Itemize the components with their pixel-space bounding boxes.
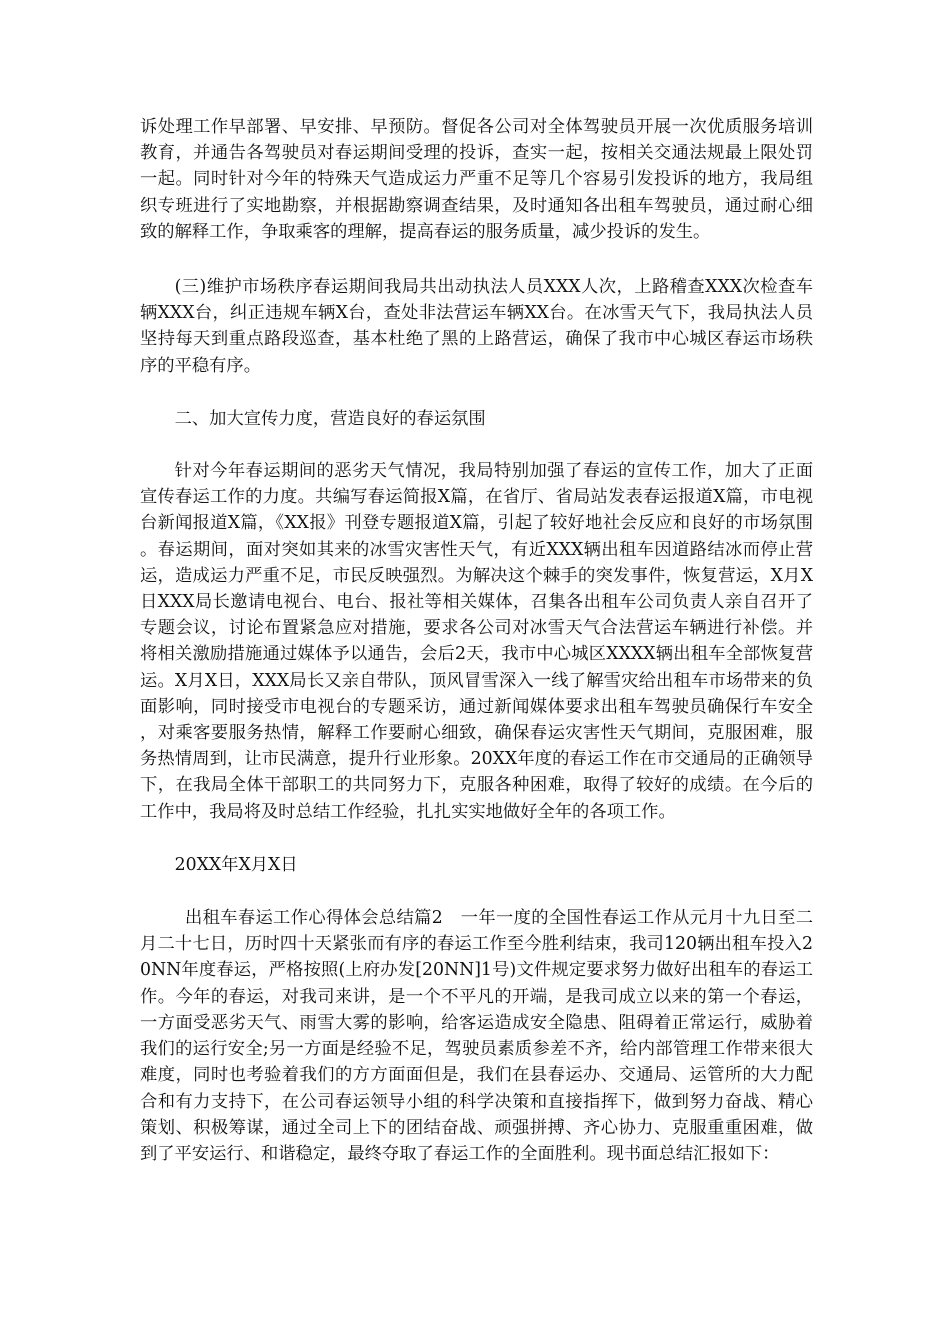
paragraph-publicity: 针对今年春运期间的恶劣天气情况，我局特别加强了春运的宣传工作，加大了正面宣传春运工作的力度。共编写春运简报X篇，在省厅、省局站发表春运报道X篇，市电视台新闻报道X篇，《XX报》刊登专题报道X篇，引起了较好地社会反应和良好的市场氛围。春运期间，面对突如其来的冰雪灾害性天气，有近XXX辆出租车因道路结冰而停止营运，造成运力严重不足，市民反映强烈。为解决这个棘手的突发事件，恢复营运，X月X日XXX局长邀请电视台、电台、报社等相关媒体，召集各出租车公司负责人亲自召开了专题会议，讨论布置紧急应对措施，要求各公司对冰雪天气合法营运车辆进行补偿。并将相关激励措施通过媒体予以通告，会后2天，我市中心城区XXXX辆出租车全部恢复营运。X月X日，XXX局长又亲自带队，顶风冒雪深入一线了解雪灾给出租车市场带来的负面影响，同时接受市电视台的专题采访，通过新闻媒体要求出租车驾驶员确保行车安全，对乘客要服务热情，解释工作要耐心细致，确保春运灾害性天气期间，克服困难，服务热情周到，让市民满意，提升行业形象。20XX年度的春运工作在市交通局的正确领导下，在我局全体干部职工的共同努力下，克服各种困难，取得了较好的成绩。在今后的工作中，我局将及时总结工作经验，扎扎实实地做好全年的各项工作。 [140, 461, 813, 822]
section-heading-publicity: 二、加大宣传力度，营造良好的春运氛围 [174, 408, 486, 429]
paragraph-summary-part-2: 出租车春运工作心得体会总结篇2 一年一度的全国性春运工作从元月十九日至二月二十七日，历时四十天紧张而有序的春运工作至今胜利结束，我司120辆出租车投入20NN年度春运，严格按照(上府办发[20NN]1号)文件规定要求努力做好出租车的春运工作。今年的春运，对我司来讲，是一个不平凡的开端，是我司成立以来的第一个春运，一方面受恶劣天气、雨雪大雾的影响，给客运造成安全隐患、阻碍着正常运行，威胁着我们的运行安全;另一方面是经验不足，驾驶员素质参差不齐，给内部管理工作带来很大难度，同时也考验着我们的方方面面但是，我们在县春运办、交通局、运管所的大力配合和有力支持下，在公司春运领导小组的科学决策和直接指挥下，做到努力奋战、精心策划、积极筹谋，通过全司上下的团结奋战、顽强拼搏、齐心协力、克服重重困难，做到了平安运行、和谐稳定，最终夺取了春运工作的全面胜利。现书面总结汇报如下： [140, 908, 813, 1164]
paragraph-complaint-handling: 诉处理工作早部署、早安排、早预防。督促各公司对全体驾驶员开展一次优质服务培训教育，并通告各驾驶员对春运期间受理的投诉，查实一起，按相关交通法规最上限处罚一起。同时针对今年的特殊天气造成运力严重不足等几个容易引发投诉的地方，我局组织专班进行了实地勘察，并根据勘察调查结果，及时通知各出租车驾驶员，通过耐心细致的解释工作，争取乘客的理解，提高春运的服务质量，减少投诉的发生。 [140, 117, 813, 242]
document-date: 20XX年X月X日 [174, 854, 298, 875]
paragraph-market-order: (三)维护市场秩序春运期间我局共出动执法人员XXX人次，上路稽查XXX次检查车辆XXX台，纠正违规车辆X台，查处非法营运车辆XX台。在冰雪天气下，我局执法人员坚持每天到重点路段巡查，基本杜绝了黑的上路营运，确保了我市中心城区春运市场秩序的平稳有序。 [140, 277, 813, 376]
document-body [140, 114, 813, 1167]
